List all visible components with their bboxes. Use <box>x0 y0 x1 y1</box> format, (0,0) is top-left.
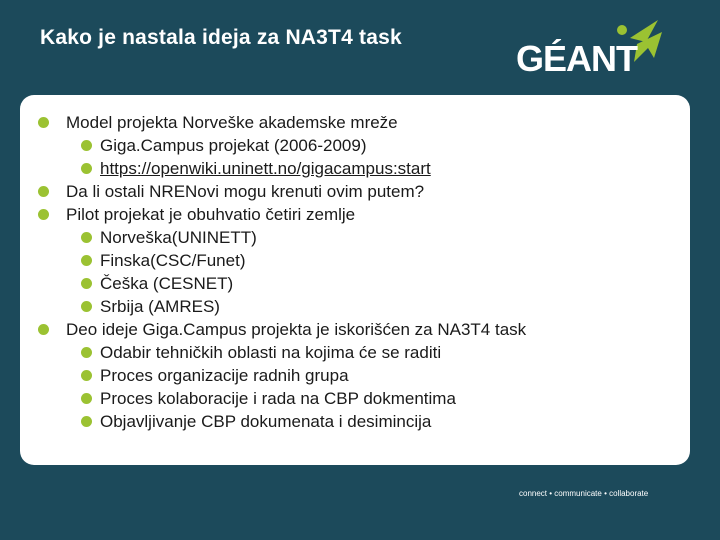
list-item: Proces kolaboracije i rada na CBP dokmentima <box>36 387 676 410</box>
footer-tagline: connect • communicate • collaborate <box>519 489 649 498</box>
bullet-icon <box>81 370 92 381</box>
list-item: Pilot projekat je obuhvatio četiri zemlje <box>36 203 676 226</box>
bullet-icon <box>38 324 49 335</box>
bullet-icon <box>81 232 92 243</box>
bullet-icon <box>81 393 92 404</box>
geant-logo <box>512 18 672 80</box>
list-item: Deo ideje Giga.Campus projekta je iskorišćen za NA3T4 task <box>36 318 676 341</box>
bullet-icon <box>38 117 49 128</box>
bullet-icon <box>81 347 92 358</box>
list-item: Giga.Campus projekat (2006-2009) <box>36 134 676 157</box>
bullet-icon <box>81 278 92 289</box>
logo-text: GÉANT <box>516 38 637 79</box>
list-item: Srbija (AMRES) <box>36 295 676 318</box>
list-item: Model projekta Norveške akademske mreže <box>36 111 676 134</box>
gigacampus-link[interactable]: https://openwiki.uninett.no/gigacampus:start <box>100 159 431 178</box>
slide-title: Kako je nastala ideja za NA3T4 task <box>40 26 402 49</box>
list-item: Proces organizacije radnih grupa <box>36 364 676 387</box>
bullet-icon <box>38 186 49 197</box>
list-item: Norveška(UNINETT) <box>36 226 676 249</box>
bullet-icon <box>81 255 92 266</box>
bullet-list <box>36 111 676 433</box>
bullet-icon <box>81 416 92 427</box>
bullet-icon <box>81 301 92 312</box>
list-item <box>36 157 676 180</box>
list-item: Češka (CESNET) <box>36 272 676 295</box>
list-item: Objavljivanje CBP dokumenata i desimincija <box>36 410 676 433</box>
bullet-icon <box>81 140 92 151</box>
list-item: Da li ostali NRENovi mogu krenuti ovim putem? <box>36 180 676 203</box>
bullet-icon <box>38 209 49 220</box>
list-item: Odabir tehničkih oblasti na kojima će se raditi <box>36 341 676 364</box>
list-item: Finska(CSC/Funet) <box>36 249 676 272</box>
bullet-icon <box>81 163 92 174</box>
content-panel <box>20 95 690 465</box>
